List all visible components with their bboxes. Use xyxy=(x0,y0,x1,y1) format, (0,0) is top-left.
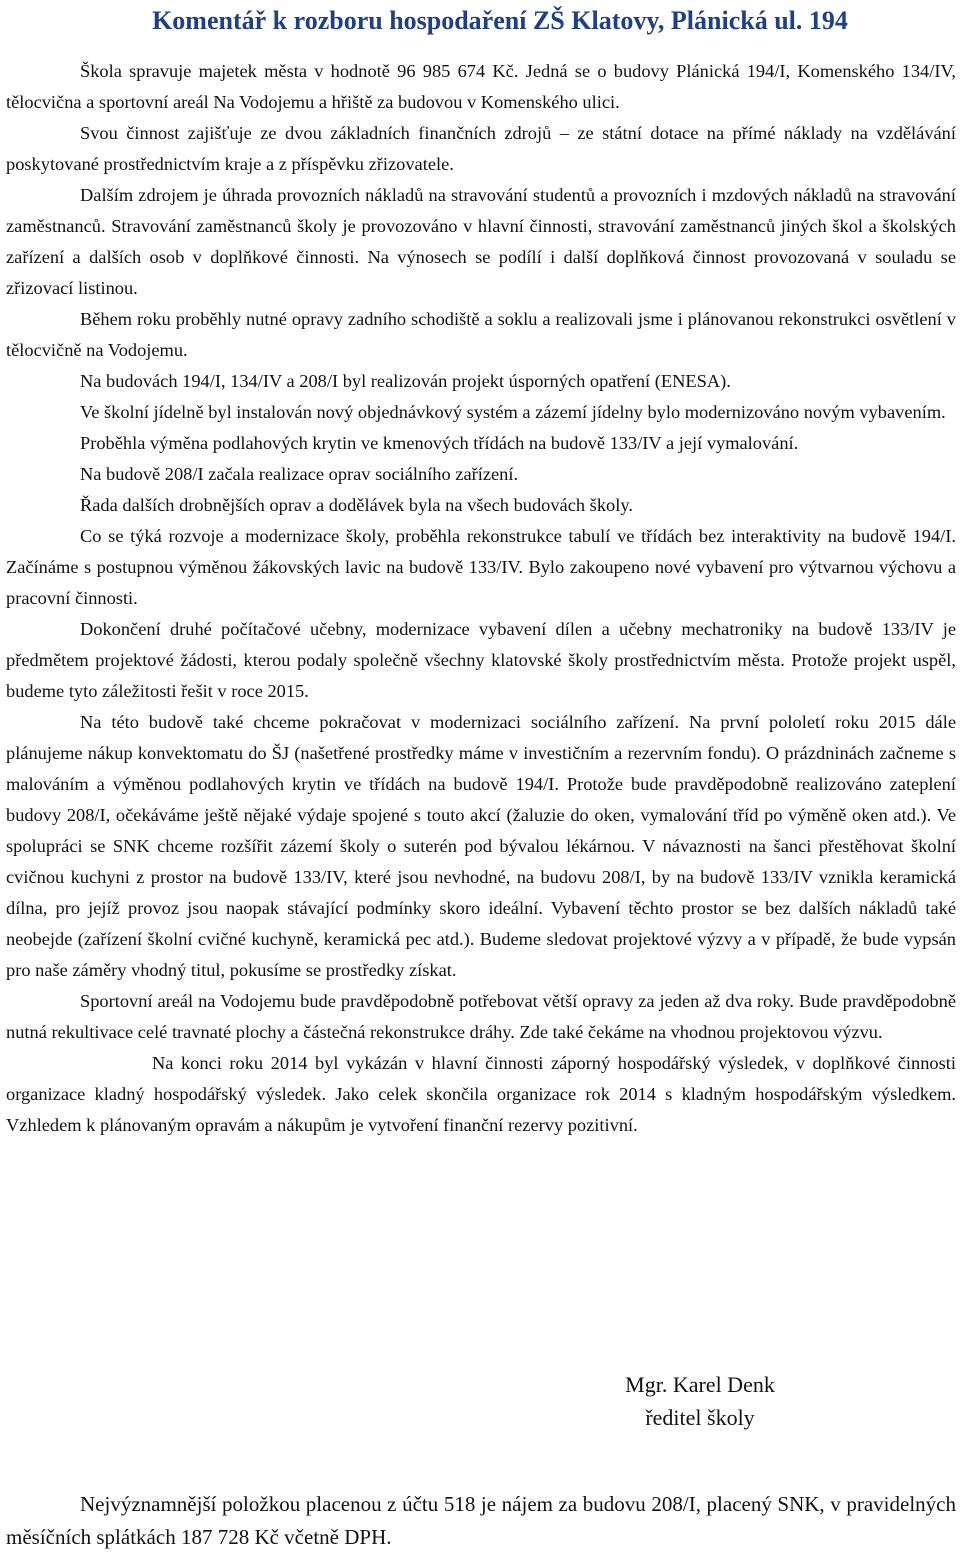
paragraph-sanitary: Na budově 208/I začala realizace oprav sociálního zařízení. xyxy=(80,464,519,484)
paragraph-minor-repairs: Řada dalších drobnějších oprav a dodělávek byla na všech budovách školy. xyxy=(80,495,633,515)
paragraph-catering: Dalším zdrojem je úhrada provozních nákladů na stravování studentů a provozních i mzdových nákladů na stravování zaměstnanců. Stravování zaměstnanců školy je provozováno v hlavní činnosti, stravování zaměstnanců jiných škol a školských zařízení a dalších osob v doplňkové činnosti. Na výnosech se podílí i další doplňková činnost provozovaná v souladu se zřizovací listinou. xyxy=(6,185,956,298)
paragraph-enesa: Na budovách 194/I, 134/IV a 208/I byl realizován projekt úsporných opatření (ENESA). xyxy=(80,371,731,391)
paragraph-funding-sources: Svou činnost zajišťuje ze dvou základních finančních zdrojů – ze státní dotace na přímé náklady na vzdělávání poskytované prostřednictvím kraje a z příspěvku zřizovatele. xyxy=(6,123,956,174)
paragraph-repairs: Během roku proběhly nutné opravy zadního schodiště a soklu a realizovali jsme i plánovanou rekonstrukci osvětlení v tělocvičně na Vodojemu. xyxy=(6,309,956,360)
paragraph-result: Na konci roku 2014 byl vykázán v hlavní činnosti záporný hospodářský výsledek, v doplňkové činnosti organizace kladný hospodářský výsledek. Jako celek skončila organizace rok 2014 s kladným hospodářským výsledkem. Vzhledem k plánovaným opravám a nákupům je vytvoření finanční rezervy pozitivní. xyxy=(6,1053,956,1135)
signature-role: ředitel školy xyxy=(645,1405,755,1430)
footnote xyxy=(6,1488,956,1554)
paragraph-flooring: Proběhla výměna podlahových krytin ve kmenových třídách na budově 133/IV a její vymalování. xyxy=(80,433,799,453)
footnote-text: Nejvýznamnější položkou placenou z účtu 518 je nájem za budovu 208/I, placený SNK, v pravidelných měsíčních splátkách 187 728 Kč včetně DPH. xyxy=(6,1492,956,1549)
paragraph-sports-area: Sportovní areál na Vodojemu bude pravděpodobně potřebovat větší opravy za jeden až dva roky. Bude pravděpodobně nutná rekultivace celé travnaté plochy a částečná rekonstrukce dráhy. Zde také čekáme na vhodnou projektovou výzvu. xyxy=(6,991,956,1042)
paragraph-canteen: Ve školní jídelně byl instalován nový objednávkový systém a zázemí jídelny bylo modernizováno novým vybavením. xyxy=(80,402,946,422)
document-body xyxy=(6,56,956,1141)
paragraph-property: Škola spravuje majetek města v hodnotě 96 985 674 Kč. Jedná se o budovy Plánická 194/I, Komenského 134/IV, tělocvična a sportovní areál Na Vodojemu a hřiště za budovou v Komenského ulici. xyxy=(6,61,956,112)
paragraph-computer-room: Dokončení druhé počítačové učebny, modernizace vybavení dílen a učebny mechatroniky na budově 133/IV je předmětem projektové žádosti, kterou podaly společně všechny klatovské školy prostřednictvím města. Protože projekt uspěl, budeme tyto záležitosti řešit v roce 2015. xyxy=(6,619,956,701)
paragraph-plans: Na této budově také chceme pokračovat v modernizaci sociálního zařízení. Na první pololetí roku 2015 dále plánujeme nákup konvektomatu do ŠJ (našetřené prostředky máme v investičním a rezervním fondu). O prázdninách začneme s malováním a výměnou podlahových krytin ve třídách na budově 194/I. Protože bude pravděpodobně realizováno zateplení budovy 208/I, očekáváme ještě nějaké výdaje spojené s touto akcí (žaluzie do oken, vymalování tříd po výměně oken atd.). Ve spolupráci se SNK chceme rozšířit zázemí školy o suterén pod bývalou lékárnou. V návaznosti na šanci přestěhovat školní cvičnou kuchyni z prostor na budově 133/IV, které jsou nevhodné, na budovu 208/I, by na budově 133/IV vznikla keramická dílna, pro jejíž provoz jsou naopak stávající podmínky skoro ideální. Vybavení těchto prostor se bez dalších nákladů také neobejde (zařízení školní cvičné kuchyně, keramická pec atd.). Budeme sledovat projektové výzvy a v případě, že bude vypsán pro naše záměry vhodný titul, pokusíme se prostředky získat. xyxy=(6,712,956,980)
document-title: Komentář k rozboru hospodaření ZŠ Klatovy, Plánická ul. 194 xyxy=(152,6,848,35)
signature-name: Mgr. Karel Denk xyxy=(625,1372,775,1397)
signature-block xyxy=(610,1368,790,1434)
paragraph-modernization: Co se týká rozvoje a modernizace školy, proběhla rekonstrukce tabulí ve třídách bez interaktivity na budově 194/I. Začínáme s postupnou výměnou žákovských lavic na budově 133/IV. Bylo zakoupeno nové vybavení pro výtvarnou výchovu a pracovní činnosti. xyxy=(6,526,956,608)
